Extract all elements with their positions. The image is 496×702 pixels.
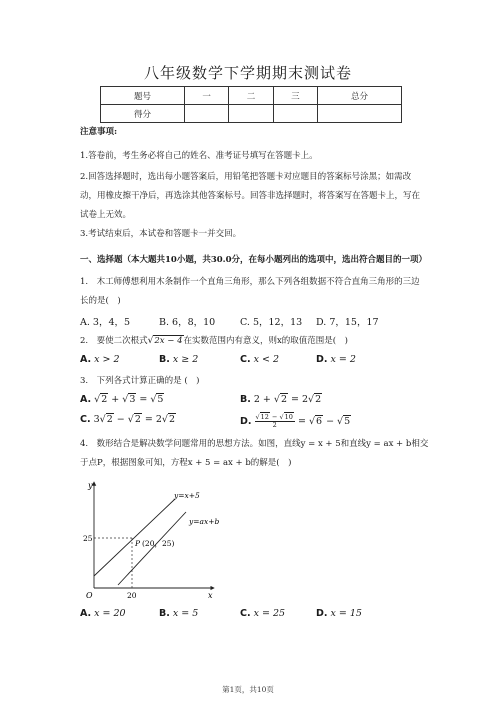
option-letter: B. <box>240 394 251 405</box>
note-3: 3.考试结束后，本试卷和答题卡一并交回。 <box>80 229 242 239</box>
question-1-option-a[interactable]: A. 3，4，5 <box>80 317 131 328</box>
question-4-stem-line2: 于点P，根据图象可知，方程x + 5 = ax + b的解是( ) <box>80 458 292 468</box>
question-2-option-c[interactable] <box>240 354 279 365</box>
question-4-option-d[interactable] <box>316 608 362 619</box>
question-2-stem-end: 在实数范围内有意义，则x的取值范围是( ) <box>183 336 348 346</box>
question-3-option-c[interactable]: C. 3√2 − √2 = 2√2 <box>80 414 176 425</box>
notes-heading: 注意事项: <box>80 127 118 137</box>
option-text: x ≥ 2 <box>172 354 199 365</box>
score-cell: 一 <box>184 87 228 105</box>
question-1-options <box>80 314 420 328</box>
score-blank-cell <box>229 105 273 123</box>
page-title: 八年级数学下学期期末测试卷 <box>143 64 352 82</box>
option-text: x > 2 <box>94 354 120 365</box>
question-4-graph <box>82 476 222 602</box>
option-text: x = 15 <box>330 608 362 619</box>
option-letter: D. <box>316 608 328 619</box>
option-text: x = 2 <box>330 354 356 365</box>
option-letter: D. <box>316 354 328 365</box>
question-4-option-a[interactable] <box>80 608 126 619</box>
score-table <box>100 86 402 123</box>
score-table-score-row <box>101 105 402 123</box>
question-4-options <box>80 608 420 622</box>
option-letter: C. <box>240 608 251 619</box>
score-cell: 题号 <box>101 87 185 105</box>
question-3-option-d[interactable]: D. $\frac{√12 - √10}{2} = √6 - √5$ <box>240 413 351 429</box>
line-1-label: y=x+5 <box>174 491 200 500</box>
point-p-name: P <box>135 539 141 548</box>
question-4-option-b[interactable] <box>159 608 198 619</box>
question-2-option-a[interactable] <box>80 354 120 365</box>
question-4-option-c[interactable] <box>240 608 285 619</box>
option-letter: B. <box>159 354 170 365</box>
y-tick-label: 25 <box>83 534 93 543</box>
option-letter: A. <box>80 394 92 405</box>
option-letter: A. <box>80 354 92 365</box>
x-tick-label: 20 <box>127 591 137 600</box>
note-1: 1.答卷前，考生务必将自己的姓名、准考证号填写在答题卡上。 <box>80 151 318 161</box>
option-letter: C. <box>80 414 91 425</box>
line-y-equals-ax-plus-b <box>118 512 186 585</box>
question-2-options <box>80 354 420 368</box>
line-2-label: y=ax+b <box>189 517 220 526</box>
origin-label: O <box>86 591 93 600</box>
question-2-option-d[interactable] <box>316 354 356 365</box>
question-3-options-row2 <box>80 414 420 428</box>
question-2-radicand: 2x − 4 <box>154 336 183 346</box>
option-letter: B. <box>159 608 170 619</box>
option-letter: C. <box>240 354 251 365</box>
question-1-stem: 1. 木工师傅想利用木条制作一个直角三角形，那么下列各组数据不符合直角三角形的三边长的是( ) <box>80 277 420 306</box>
score-cell: 二 <box>229 87 273 105</box>
score-blank-cell <box>184 105 228 123</box>
y-axis-label: y <box>88 481 93 490</box>
question-1-option-c[interactable]: C. 5，12，13 <box>240 317 303 328</box>
score-cell: 总分 <box>318 87 402 105</box>
x-axis-label: x <box>208 591 213 600</box>
page-footer: 第1页，共10页 <box>222 685 274 694</box>
question-3-option-b[interactable]: B. 2 + √2 = 2√2 <box>240 394 322 405</box>
point-p-coords: (20，25) <box>142 539 175 548</box>
question-2-stem: 2. 要使二次根式√2x − 4在实数范围内有意义，则x的取值范围是( ) <box>80 336 348 346</box>
score-blank-cell <box>318 105 402 123</box>
note-2: 2.回答选择题时，选出每小题答案后，用铅笔把答题卡对应题目的答案标号涂黑；如需改动，用橡皮擦干净后，再选涂其他答案标号。回答非选择题时，将答案写在答题卡上，写在试卷上无效。 <box>80 172 421 220</box>
question-2-option-b[interactable] <box>159 354 198 365</box>
option-letter: A. <box>80 608 92 619</box>
score-blank-cell <box>273 105 317 123</box>
question-4-stem-line1: 4. 数形结合是解决数学问题常用的思想方法。如图，直线y = x + 5和直线y = ax + b相交 <box>80 439 429 449</box>
option-text: x < 2 <box>253 354 279 365</box>
option-text: x = 5 <box>172 608 199 619</box>
option-letter: D. <box>240 416 252 427</box>
score-row-label: 得分 <box>101 105 185 123</box>
option-text: x = 25 <box>253 608 286 619</box>
section-heading: 一、选择题（本大题共10小题，共30.0分，在每小题列出的选项中，选出符合题目的一项） <box>80 255 428 265</box>
score-table-header-row <box>101 87 402 105</box>
question-2-stem-start: 2. 要使二次根式 <box>80 336 148 346</box>
option-text: x = 20 <box>94 608 126 619</box>
question-1-option-b[interactable]: B. 6，8，10 <box>159 317 216 328</box>
question-3-option-a[interactable]: A. √2 + √3 = √5 <box>80 394 164 405</box>
question-1-option-d[interactable]: D. 7，15，17 <box>316 317 379 328</box>
score-cell: 三 <box>273 87 317 105</box>
question-3-stem: 3. 下列各式计算正确的是 ( ) <box>80 376 200 386</box>
question-3-options-row1 <box>80 394 420 408</box>
